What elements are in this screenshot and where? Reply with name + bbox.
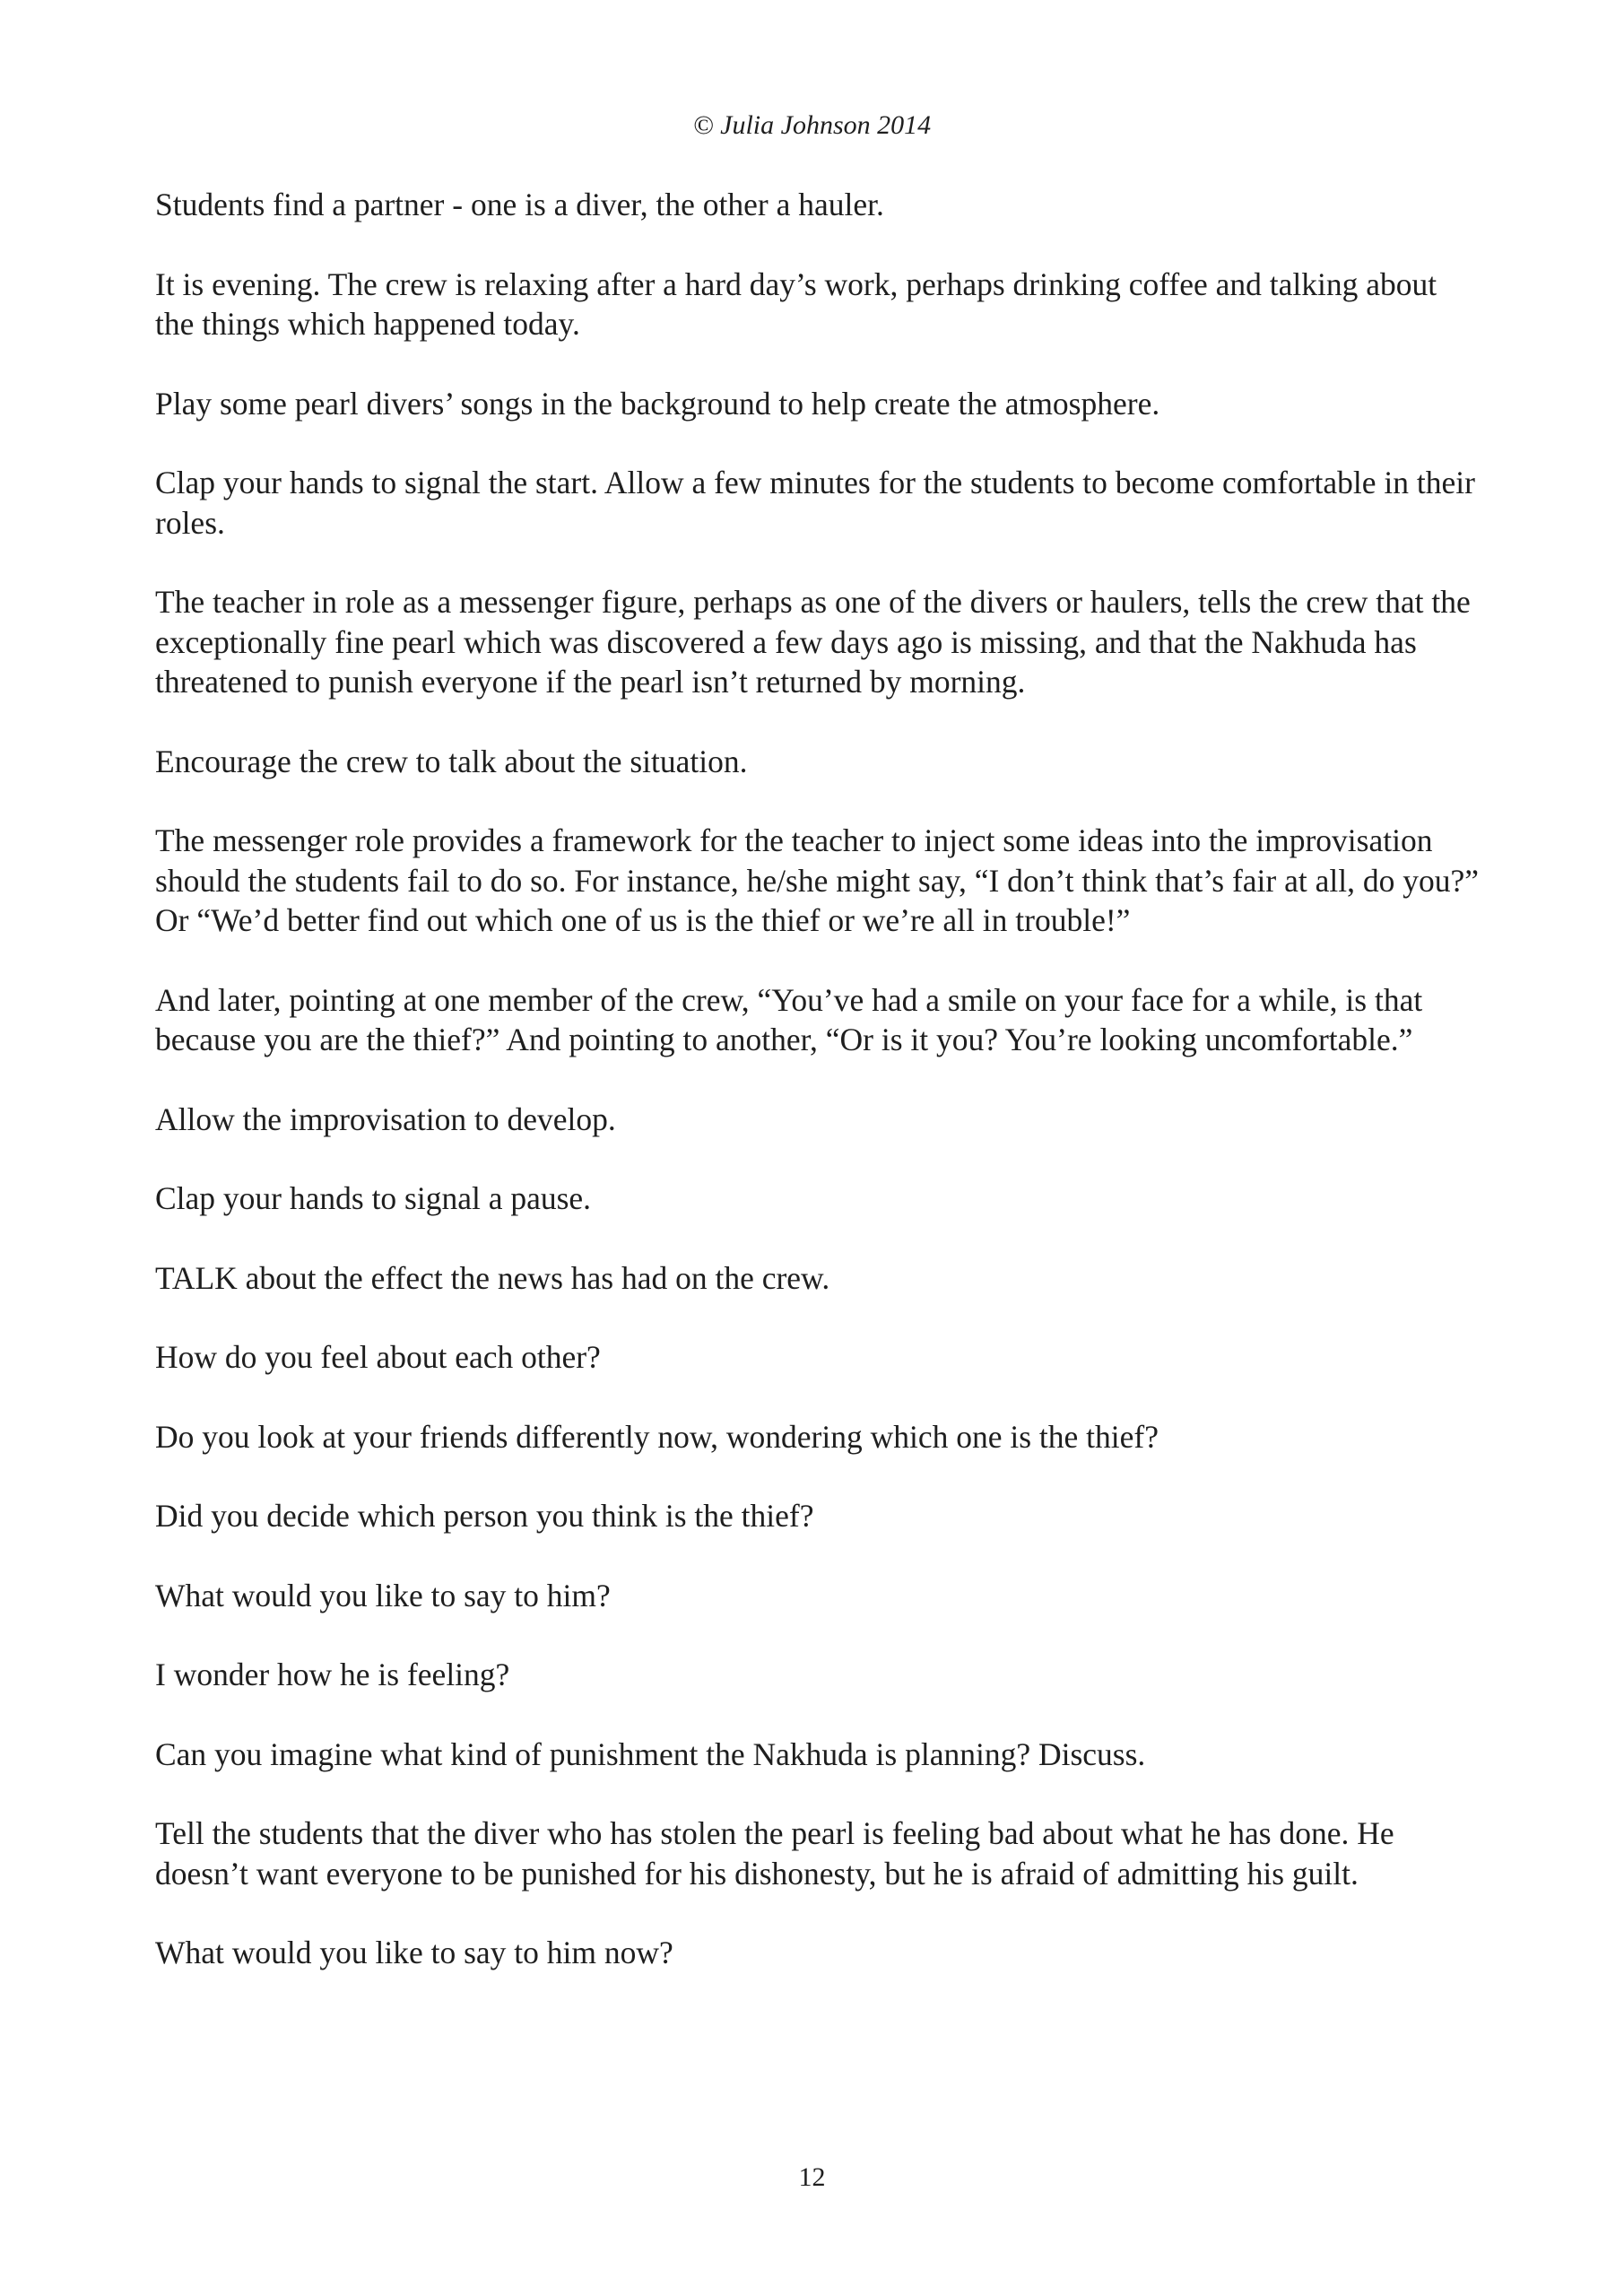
paragraph: And later, pointing at one member of the crew, “You’ve had a smile on your face for a while, is that because you are the thief?” And pointing to another, “Or is it you? You’re looking uncomfortable.” (155, 981, 1423, 1057)
paragraph: Allow the improvisation to develop. (155, 1100, 616, 1137)
paragraph: What would you like to say to him now? (155, 1935, 673, 1970)
paragraph: TALK about the effect the news has had on the crew. (155, 1259, 830, 1296)
copyright-header: © Julia Johnson 2014 (692, 110, 932, 140)
paragraph: I wonder how he is feeling? (155, 1657, 510, 1692)
page-number: 12 (798, 2162, 826, 2192)
paragraph: Do you look at your friends differently now, wondering which one is the thief? (155, 1418, 1159, 1455)
paragraph: Clap your hands to signal a pause. (155, 1180, 592, 1216)
paragraph: Students find a partner - one is a diver, the other a hauler. (155, 187, 884, 222)
paragraph: Can you imagine what kind of punishment the Nakhuda is planning? Discuss. (155, 1735, 1146, 1772)
paragraph: The teacher in role as a messenger figure, perhaps as one of the divers or haulers, tells the crew that the exceptionally fine pearl which was discovered a few days ago is missing, and that the Nakhuda has threatened to punish everyone if the pearl isn’t returned by morning. (155, 584, 1471, 700)
paragraph: Tell the students that the diver who has stolen the pearl is feeling bad about what he has done. He doesn’t want everyone to be punished for his dishonesty, but he is afraid of admitting his guilt. (155, 1815, 1394, 1892)
paragraph: It is evening. The crew is relaxing after a hard day’s work, perhaps drinking coffee and talking about the things which happened today. (155, 265, 1437, 342)
paragraph: Clap your hands to signal the start. Allow a few minutes for the students to become comfortable in their roles. (155, 465, 1475, 541)
body-text (155, 185, 1481, 2013)
paragraph: Play some pearl divers’ songs in the background to help create the atmosphere. (155, 385, 1160, 422)
paragraph: The messenger role provides a framework for the teacher to inject some ideas into the improvisation should the students fail to do so. For instance, he/she might say, “I don’t think that’s fair at all, do you?” Or “We’d better find out which one of us is the thief or we’re all in trouble!” (155, 822, 1479, 938)
paragraph: Encourage the crew to talk about the situation. (155, 743, 748, 779)
paragraph: Did you decide which person you think is the thief? (155, 1498, 814, 1534)
paragraph: How do you feel about each other? (155, 1339, 601, 1375)
paragraph: What would you like to say to him? (155, 1577, 611, 1613)
